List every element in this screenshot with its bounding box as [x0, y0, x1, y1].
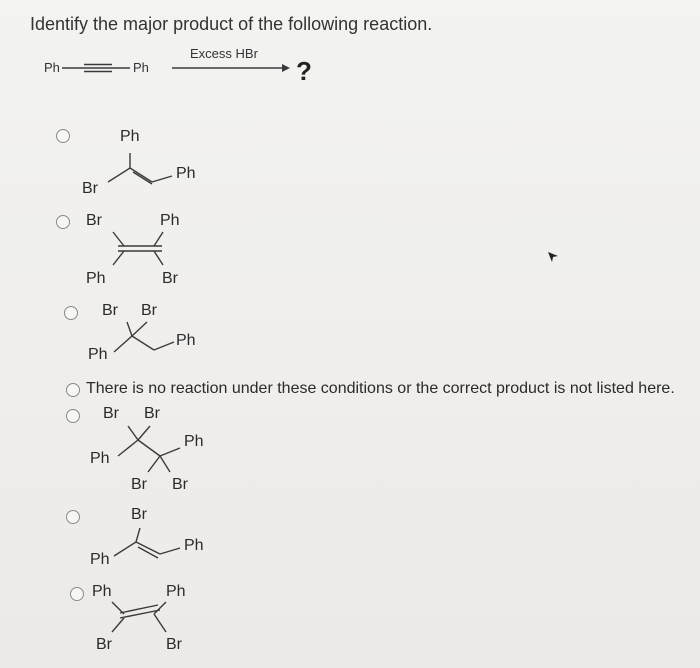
option-5-label-ph-right: Ph [184, 433, 204, 450]
option-5-label-br-3: Br [131, 476, 147, 493]
product-placeholder: ? [296, 56, 312, 86]
option-5-radio[interactable] [66, 409, 80, 423]
option-1-radio[interactable] [56, 129, 70, 143]
question-text: Identify the major product of the following reaction. [30, 14, 433, 34]
option-1-label-ph-right: Ph [176, 165, 196, 182]
option-1-label-br: Br [82, 180, 98, 197]
option-3-label-ph-right: Ph [176, 332, 196, 349]
option-6-label-br: Br [131, 506, 147, 523]
option-2-label-br-top: Br [86, 212, 102, 229]
option-7-label-br-right: Br [166, 636, 182, 653]
option-7-radio[interactable] [70, 587, 84, 601]
option-5-label-ph-left: Ph [90, 450, 110, 467]
option-3-label-ph-left: Ph [88, 346, 108, 363]
option-2-radio[interactable] [56, 215, 70, 229]
reactant-right-label: Ph [133, 60, 149, 75]
mouse-pointer-icon [546, 250, 560, 264]
option-5-label-br-4: Br [172, 476, 188, 493]
option-7-label-ph-left: Ph [92, 583, 112, 600]
reactant-left-label: Ph [44, 60, 60, 75]
option-2-label-br-bottom: Br [162, 270, 178, 287]
option-2-label-ph-bottom: Ph [86, 270, 106, 287]
option-4-radio[interactable] [66, 383, 80, 397]
option-6-radio[interactable] [66, 510, 80, 524]
option-4-text: There is no reaction under these conditions or the correct product is not listed here. [86, 380, 675, 397]
option-6-label-ph-right: Ph [184, 537, 204, 554]
reagent-label: Excess HBr [190, 46, 258, 61]
option-2-label-ph-top: Ph [160, 212, 180, 229]
option-7-label-ph-right: Ph [166, 583, 186, 600]
option-3-label-br-2: Br [141, 302, 157, 319]
option-5-label-br-2: Br [144, 405, 160, 422]
option-6-label-ph-left: Ph [90, 551, 110, 568]
option-1-label-ph-top: Ph [120, 128, 140, 145]
option-3-label-br-1: Br [102, 302, 118, 319]
option-5-label-br-1: Br [103, 405, 119, 422]
option-7-label-br-left: Br [96, 636, 112, 653]
option-3-radio[interactable] [64, 306, 78, 320]
